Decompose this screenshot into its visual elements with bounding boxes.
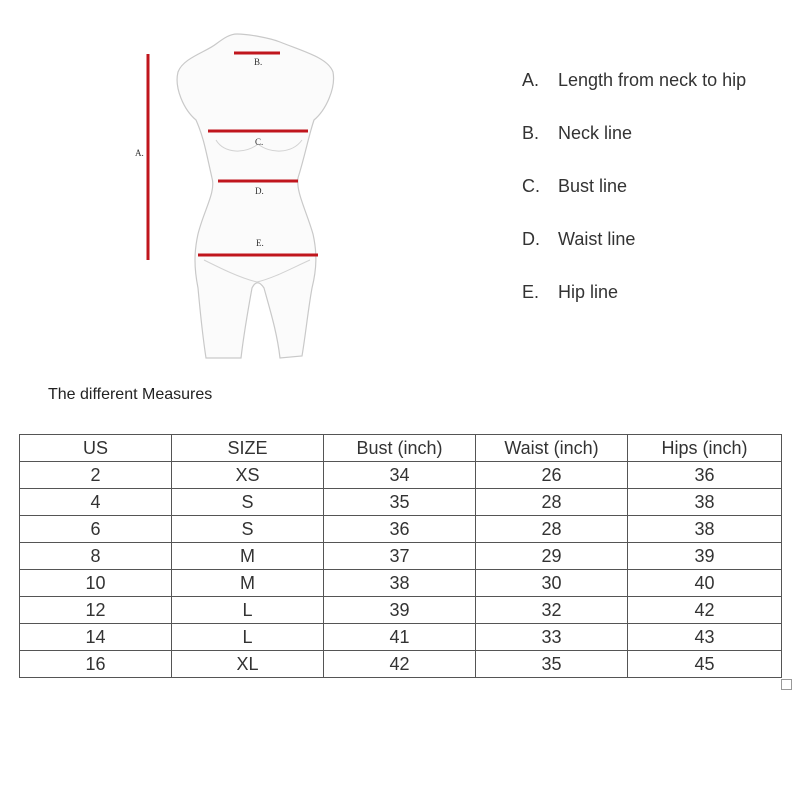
table-row xyxy=(20,489,782,516)
cell-bust: 38 xyxy=(324,570,476,597)
cell-bust: 37 xyxy=(324,543,476,570)
cell-hips: 38 xyxy=(628,489,782,516)
cell-waist: 29 xyxy=(476,543,628,570)
cell-waist: 28 xyxy=(476,516,628,543)
cell-us: 16 xyxy=(20,651,172,678)
cell-us: 4 xyxy=(20,489,172,516)
cell-waist: 32 xyxy=(476,597,628,624)
mannequin-figure xyxy=(120,20,350,370)
legend-letter: E. xyxy=(522,282,540,302)
cell-bust: 35 xyxy=(324,489,476,516)
cell-size: M xyxy=(172,570,324,597)
legend-text: Neck line xyxy=(558,123,633,143)
cell-size: L xyxy=(172,597,324,624)
legend-item-d xyxy=(522,229,746,282)
table-row xyxy=(20,597,782,624)
cell-us: 14 xyxy=(20,624,172,651)
cell-bust: 41 xyxy=(324,624,476,651)
cell-bust: 42 xyxy=(324,651,476,678)
cell-waist: 30 xyxy=(476,570,628,597)
legend-text: Length from neck to hip xyxy=(558,70,747,90)
table-row xyxy=(20,543,782,570)
cell-us: 8 xyxy=(20,543,172,570)
cell-hips: 45 xyxy=(628,651,782,678)
legend-letter: C. xyxy=(522,176,540,196)
cell-size: S xyxy=(172,516,324,543)
header-hips: Hips (inch) xyxy=(628,435,782,462)
label-d: D. xyxy=(255,186,264,196)
cell-waist: 35 xyxy=(476,651,628,678)
label-e: E. xyxy=(256,238,264,248)
legend-item-c xyxy=(522,176,746,229)
cell-us: 12 xyxy=(20,597,172,624)
cell-us: 10 xyxy=(20,570,172,597)
cell-waist: 26 xyxy=(476,462,628,489)
mannequin-torso-outline xyxy=(177,34,333,358)
cell-waist: 28 xyxy=(476,489,628,516)
table-row xyxy=(20,570,782,597)
legend-item-e xyxy=(522,282,746,335)
cell-hips: 36 xyxy=(628,462,782,489)
header-us: US xyxy=(20,435,172,462)
size-chart-table xyxy=(19,434,782,678)
cell-waist: 33 xyxy=(476,624,628,651)
label-c: C. xyxy=(255,137,264,147)
cell-hips: 40 xyxy=(628,570,782,597)
cell-size: S xyxy=(172,489,324,516)
table-row xyxy=(20,462,782,489)
table-row xyxy=(20,651,782,678)
cell-size: L xyxy=(172,624,324,651)
section-subtitle: The different Measures xyxy=(48,386,213,403)
header-bust: Bust (inch) xyxy=(324,435,476,462)
legend-item-a xyxy=(522,70,746,123)
mannequin-svg xyxy=(120,20,350,370)
measurement-legend xyxy=(522,70,746,335)
legend-text: Waist line xyxy=(558,229,636,249)
header-waist: Waist (inch) xyxy=(476,435,628,462)
legend-text: Hip line xyxy=(558,282,619,302)
cell-size: XS xyxy=(172,462,324,489)
cell-bust: 36 xyxy=(324,516,476,543)
legend-letter: D. xyxy=(522,229,540,249)
cell-size: XL xyxy=(172,651,324,678)
legend-item-b xyxy=(522,123,746,176)
cell-us: 2 xyxy=(20,462,172,489)
table-row xyxy=(20,516,782,543)
cell-hips: 39 xyxy=(628,543,782,570)
cell-size: M xyxy=(172,543,324,570)
cell-hips: 43 xyxy=(628,624,782,651)
table-header-row xyxy=(20,435,782,462)
label-b: B. xyxy=(254,57,263,67)
cell-hips: 42 xyxy=(628,597,782,624)
legend-letter: A. xyxy=(522,70,540,90)
legend-text: Bust line xyxy=(558,176,628,196)
cell-hips: 38 xyxy=(628,516,782,543)
legend-letter: B. xyxy=(522,123,540,143)
cell-us: 6 xyxy=(20,516,172,543)
cell-bust: 39 xyxy=(324,597,476,624)
table-resize-handle[interactable] xyxy=(781,679,792,690)
header-size: SIZE xyxy=(172,435,324,462)
table-row xyxy=(20,624,782,651)
label-a: A. xyxy=(135,148,144,158)
cell-bust: 34 xyxy=(324,462,476,489)
